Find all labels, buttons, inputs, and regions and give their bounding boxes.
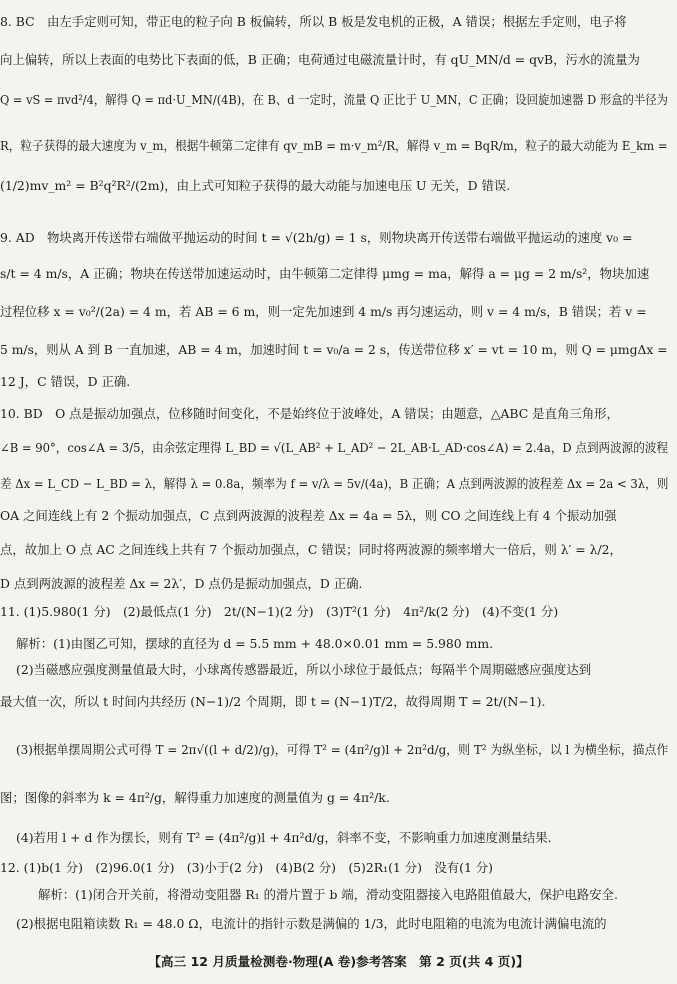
q10-line-4: OA 之间连线上有 2 个振动加强点，C 点到两波源的波程差 Δx = 4a = 5λ，则 CO 之间连线上有 4 个振动加强 [0,508,617,523]
q11-analysis-1: 解析：(1)由图乙可知，摆球的直径为 d = 5.5 mm + 48.0×0.01 mm = 5.980 mm. [16,636,494,651]
q8-line-4: R，粒子获得的最大速度为 v_m，根据牛顿第二定律有 qv_mB = m·v_m²/R，解得 v_m = BqR/m，粒子的最大动能为 E_km = [0,138,668,153]
q12-analysis-1: 解析：(1)闭合开关前，将滑动变阻器 R₁ 的滑片置于 b 端，滑动变阻器接入电路阻值最大，保护电路安全. [38,887,618,902]
q11-answer-line: 11. (1)5.980(1 分) (2)最低点(1 分) 2t/(N−1)(2 分) (3)T²(1 分) 4π²/k(2 分) (4)不变(1 分) [0,604,559,619]
q9-line-2: s/t = 4 m/s，A 正确；物块在传送带加速运动时，由牛顿第二定律得 μmg = ma，解得 a = μg = 2 m/s²，物块加速 [0,266,650,281]
q10-line-6: D 点到两波源的波程差 Δx = 2λ′，D 点仍是振动加强点，D 正确. [0,576,363,591]
q11-analysis-6: (4)若用 l + d 作为摆长，则有 T² = (4π²/g)l + 4π²d/g，斜率不变，不影响重力加速度测量结果. [16,830,552,845]
page-footer: 【高三 12 月质量检测卷·物理(A 卷)参考答案 第 2 页(共 4 页)】 [148,954,529,969]
q9-line-3: 过程位移 x = v₀²/(2a) = 4 m，若 AB = 6 m，则一定先加速到 4 m/s 再匀速运动，则 v = 4 m/s，B 错误；若 v = [0,304,647,319]
q11-analysis-3: 最大值一次，所以 t 时间内共经历 (N−1)/2 个周期，即 t = (N−1)T/2，故得周期 T = 2t/(N−1). [0,694,546,709]
q9-line-5: 12 J，C 错误，D 正确. [0,374,131,389]
q11-analysis-2: (2)当磁感应强度测量值最大时，小球离传感器最近，所以小球位于最低点；每隔半个周期磁感应强度达到 [16,662,592,677]
q11-analysis-4: (3)根据单摆周期公式可得 T = 2π√((l + d/2)/g)，可得 T² = (4π²/g)l + 2π²d/g，则 T² 为纵坐标，以 l 为横坐标，描点作 [16,742,669,757]
q11-analysis-5: 图；图像的斜率为 k = 4π²/g，解得重力加速度的测量值为 g = 4π²/k. [0,790,390,805]
q12-answer-line: 12. (1)b(1 分) (2)96.0(1 分) (3)小于(2 分) (4)B(2 分) (5)2R₁(1 分) 没有(1 分) [0,860,494,875]
q10-line-1: 10. BD O 点是振动加强点，位移随时间变化，不是始终位于波峰处，A 错误；由题意，△ABC 是直角三角形， [0,406,619,421]
q10-line-2: ∠B = 90°，cos∠A = 3/5，由余弦定理得 L_BD = √(L_AB² + L_AD² − 2L_AB·L_AD·cos∠A) = 2.4a，D 点到两波源的波程 [0,440,668,455]
q10-line-5: 点，故加上 O 点 AC 之间连线上共有 7 个振动加强点，C 错误；同时将两波源的频率增大一倍后，则 λ′ = λ/2， [0,542,622,557]
q8-line-3: Q = vS = πvd²/4，解得 Q = πd·U_MN/(4B)，在 B、d 一定时，流量 Q 正比于 U_MN，C 正确；设回旋加速器 D 形盒的半径为 [0,92,669,107]
q8-line-5: (1/2)mv_m² = B²q²R²/(2m)，由上式可知粒子获得的最大动能与加速电压 U 无关，D 错误. [0,178,511,193]
q10-line-3: 差 Δx = L_CD − L_BD = λ，解得 λ = 0.8a，频率为 f = v/λ = 5v/(4a)，B 正确；A 点到两波源的波程差 Δx = 2a < 3λ，则 [0,476,669,491]
q9-line-1: 9. AD 物块离开传送带右端做平抛运动的时间 t = √(2h/g) = 1 s，则物块离开传送带右端做平抛运动的速度 v₀ = [0,230,633,245]
q9-line-4: 5 m/s，则从 A 到 B 一直加速，AB = 4 m，加速时间 t = v₀/a = 2 s，传送带位移 x′ = vt = 10 m，则 Q = μmgΔx = [0,342,668,357]
q12-analysis-2: (2)根据电阻箱读数 R₁ = 48.0 Ω，电流计的指针示数是满偏的 1/3，此时电阻箱的电流为电流计满偏电流的 [16,916,607,931]
q8-line-1: 8. BC 由左手定则可知，带正电的粒子向 B 板偏转，所以 B 板是发电机的正极，A 错误；根据左手定则，电子将 [0,14,627,29]
q8-line-2: 向上偏转，所以上表面的电势比下表面的低，B 正确；电荷通过电磁流量计时，有 qU_MN/d = qvB，污水的流量为 [0,52,640,67]
